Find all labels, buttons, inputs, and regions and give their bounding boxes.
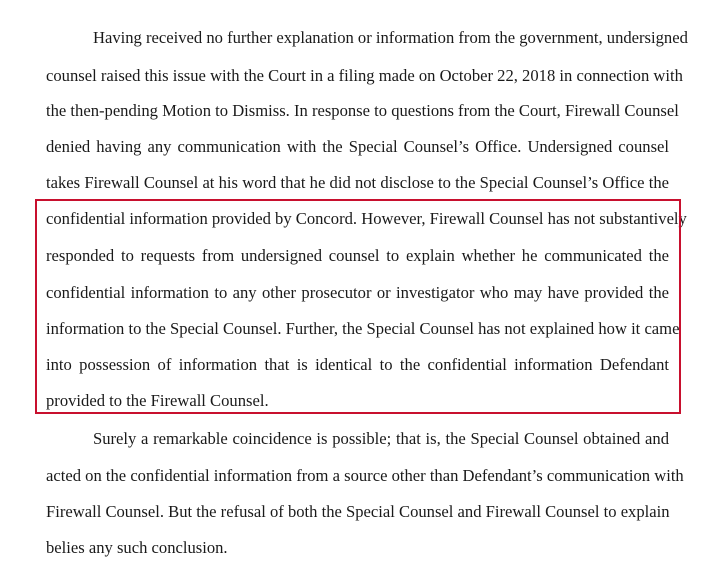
paragraph-1-line-7: responded to requests from undersigned counsel to explain whether he communicated the (46, 246, 669, 265)
paragraph-1-line-10: into possession of information that is identical to the confidential information Defendant (46, 355, 669, 374)
paragraph-2-line-3: Firewall Counsel. But the refusal of both the Special Counsel and Firewall Counsel to explain (46, 502, 670, 521)
paragraph-1-line-3: the then-pending Motion to Dismiss. In response to questions from the Court, Firewall Counsel (46, 101, 679, 120)
paragraph-2-line-2: acted on the confidential information from a source other than Defendant’s communication with (46, 466, 684, 485)
paragraph-1-line-1: Having received no further explanation or information from the government, undersigned (93, 28, 688, 47)
paragraph-1-line-11: provided to the Firewall Counsel. (46, 391, 269, 410)
paragraph-1-line-6: confidential information provided by Concord. However, Firewall Counsel has not substantively (46, 209, 687, 228)
paragraph-1-line-5: takes Firewall Counsel at his word that he did not disclose to the Special Counsel’s Office the (46, 173, 669, 192)
paragraph-2-line-4: belies any such conclusion. (46, 538, 228, 557)
paragraph-1-line-2: counsel raised this issue with the Court in a filing made on October 22, 2018 in connection with (46, 66, 683, 85)
paragraph-1-line-9: information to the Special Counsel. Further, the Special Counsel has not explained how it came (46, 319, 680, 338)
paragraph-2-line-1: Surely a remarkable coincidence is possible; that is, the Special Counsel obtained and (93, 429, 669, 448)
paragraph-1-line-4: denied having any communication with the Special Counsel’s Office. Undersigned counsel (46, 137, 669, 156)
paragraph-1-line-8: confidential information to any other prosecutor or investigator who may have provided the (46, 283, 669, 302)
highlight-box (35, 199, 687, 414)
